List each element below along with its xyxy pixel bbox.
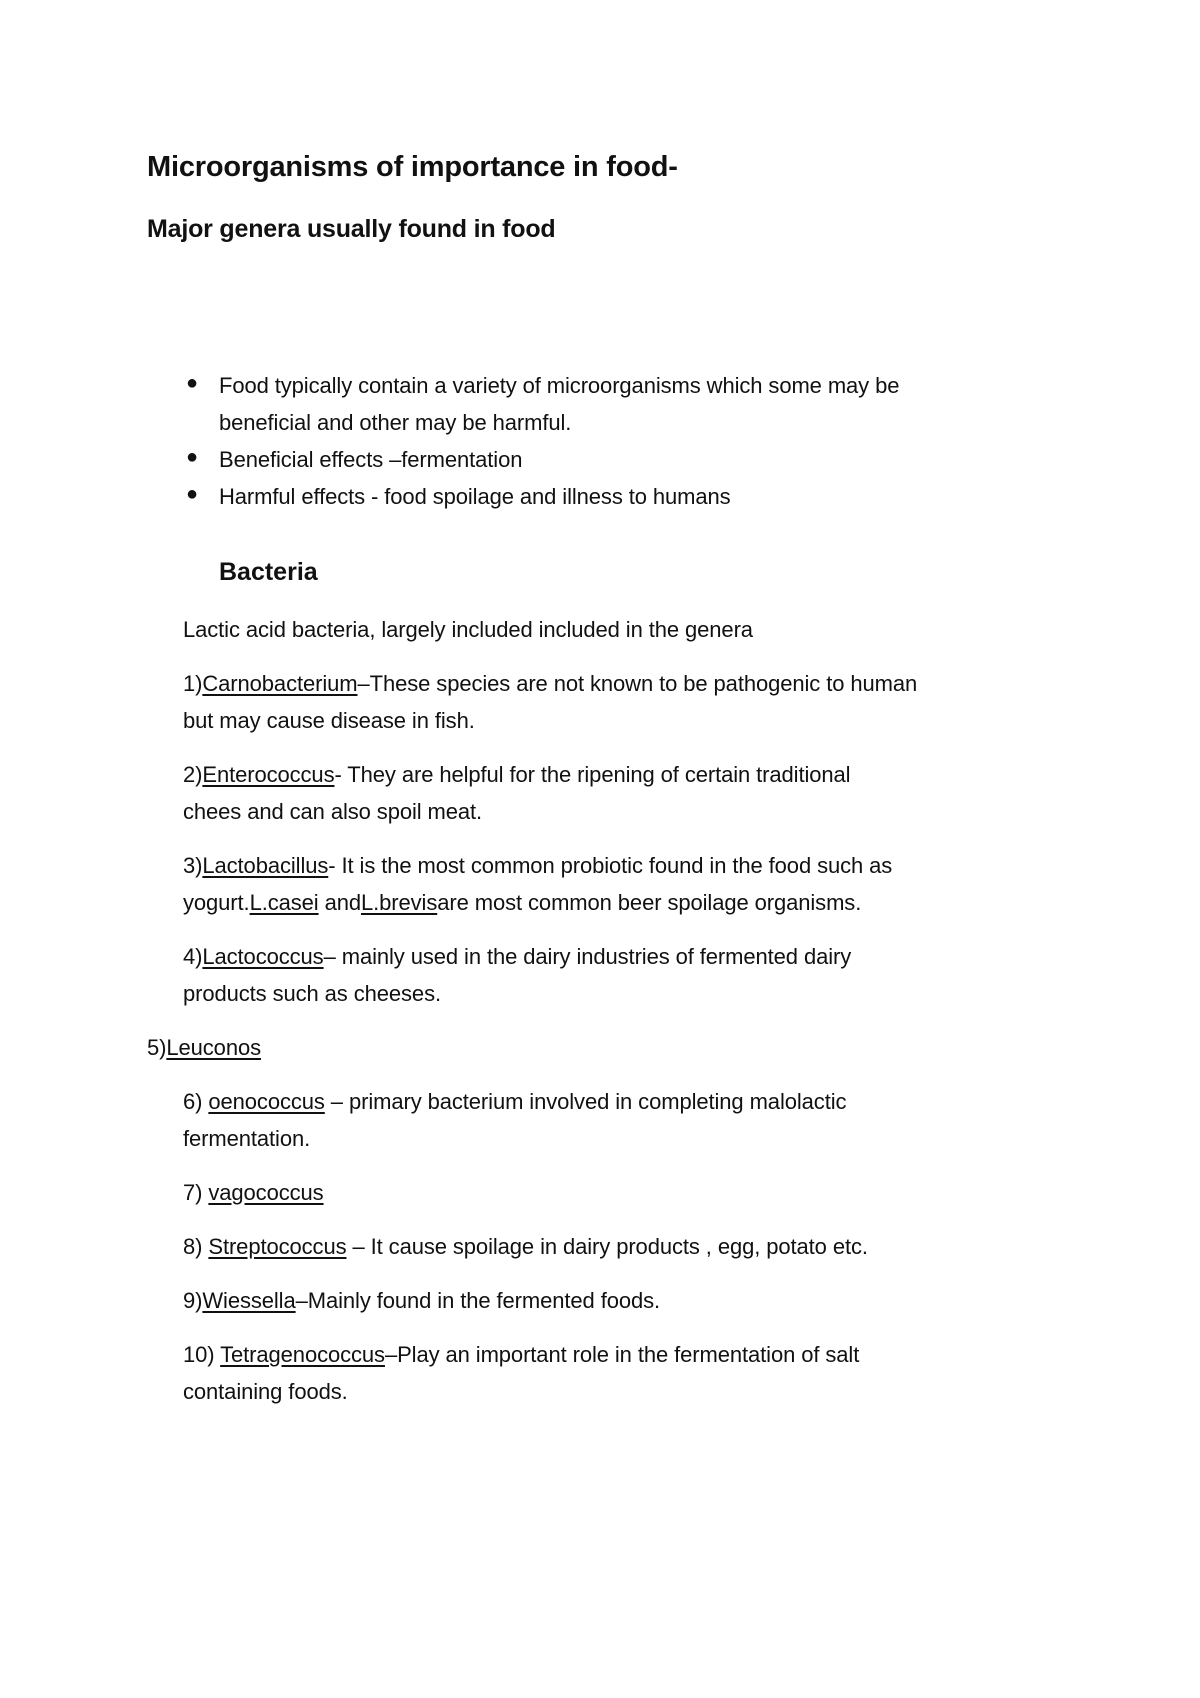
- genus-name: Lactobacillus: [202, 853, 329, 878]
- page-title: Microorganisms of importance in food-: [147, 151, 678, 183]
- genus-description-cont: but may cause disease in fish.: [183, 708, 475, 733]
- genus-number: 10): [183, 1342, 221, 1367]
- genus-name: vagococcus: [208, 1180, 324, 1205]
- genus-number: 4): [183, 944, 203, 969]
- bullet-dot-icon: ●: [186, 372, 199, 394]
- genus-description: –These species are not known to be pathogenic to human: [357, 671, 918, 696]
- genus-description: –Mainly found in the fermented foods.: [295, 1288, 661, 1313]
- genus-number: 9): [183, 1288, 203, 1313]
- genus-line: [183, 756, 850, 793]
- species-name: L.brevis: [361, 890, 438, 915]
- genus-number: 2): [183, 762, 203, 787]
- genus-name: Streptococcus: [208, 1234, 347, 1259]
- genus-line: [183, 1174, 324, 1211]
- genus-number: 3): [183, 853, 203, 878]
- genus-name: Leuconos: [166, 1035, 261, 1060]
- genus-description: – It cause spoilage in dairy products , egg, potato etc.: [346, 1234, 868, 1259]
- genus-name: Carnobacterium: [202, 671, 358, 696]
- bullet-text-cont: beneficial and other may be harmful.: [219, 410, 572, 435]
- genus-line: [183, 1228, 868, 1265]
- genus-description: - It is the most common probiotic found in the food such as: [328, 853, 893, 878]
- bullet-text: Beneficial effects –fermentation: [219, 447, 523, 472]
- genus-name: Enterococcus: [202, 762, 335, 787]
- genus-line: [183, 665, 917, 702]
- bullet-dot-icon: ●: [186, 483, 199, 505]
- genus-line: [183, 938, 851, 975]
- genus-description-cont: containing foods.: [183, 1379, 348, 1404]
- genus-number: 5): [147, 1035, 167, 1060]
- genus-line: [183, 1282, 660, 1319]
- genus-description: – primary bacterium involved in completing malolactic: [324, 1089, 847, 1114]
- genus-description: - They are helpful for the ripening of certain traditional: [334, 762, 851, 787]
- genus-line: [183, 847, 892, 884]
- genus-description-cont: fermentation.: [183, 1126, 311, 1151]
- genus-name: Tetragenococcus: [220, 1342, 385, 1367]
- genus-name: Lactococcus: [202, 944, 324, 969]
- genus-number: 6): [183, 1089, 209, 1114]
- genus-number: 8): [183, 1234, 209, 1259]
- genus-line: [147, 1029, 261, 1066]
- genus-line: [183, 1083, 846, 1120]
- page-subtitle: Major genera usually found in food: [147, 215, 556, 243]
- genus-description-cont: chees and can also spoil meat.: [183, 799, 483, 824]
- species-name: L.casei: [249, 890, 319, 915]
- intro-text: Lactic acid bacteria, largely included included in the genera: [183, 617, 753, 642]
- bullet-text: Harmful effects - food spoilage and illness to humans: [219, 484, 731, 509]
- genus-line: [183, 1336, 859, 1373]
- genus-description: –Play an important role in the fermentation of salt: [384, 1342, 860, 1367]
- genus-name: Wiessella: [202, 1288, 296, 1313]
- genus-description-cont: products such as cheeses.: [183, 981, 441, 1006]
- section-heading: Bacteria: [219, 558, 318, 586]
- bullet-text: Food typically contain a variety of microorganisms which some may be: [219, 373, 900, 398]
- genus-number: 7): [183, 1180, 209, 1205]
- genus-description-cont: yogurt.L.casei andL.brevisare most common beer spoilage organisms.: [183, 890, 862, 915]
- genus-description: – mainly used in the dairy industries of fermented dairy: [323, 944, 852, 969]
- genus-number: 1): [183, 671, 203, 696]
- genus-name: oenococcus: [208, 1089, 325, 1114]
- bullet-dot-icon: ●: [186, 446, 199, 468]
